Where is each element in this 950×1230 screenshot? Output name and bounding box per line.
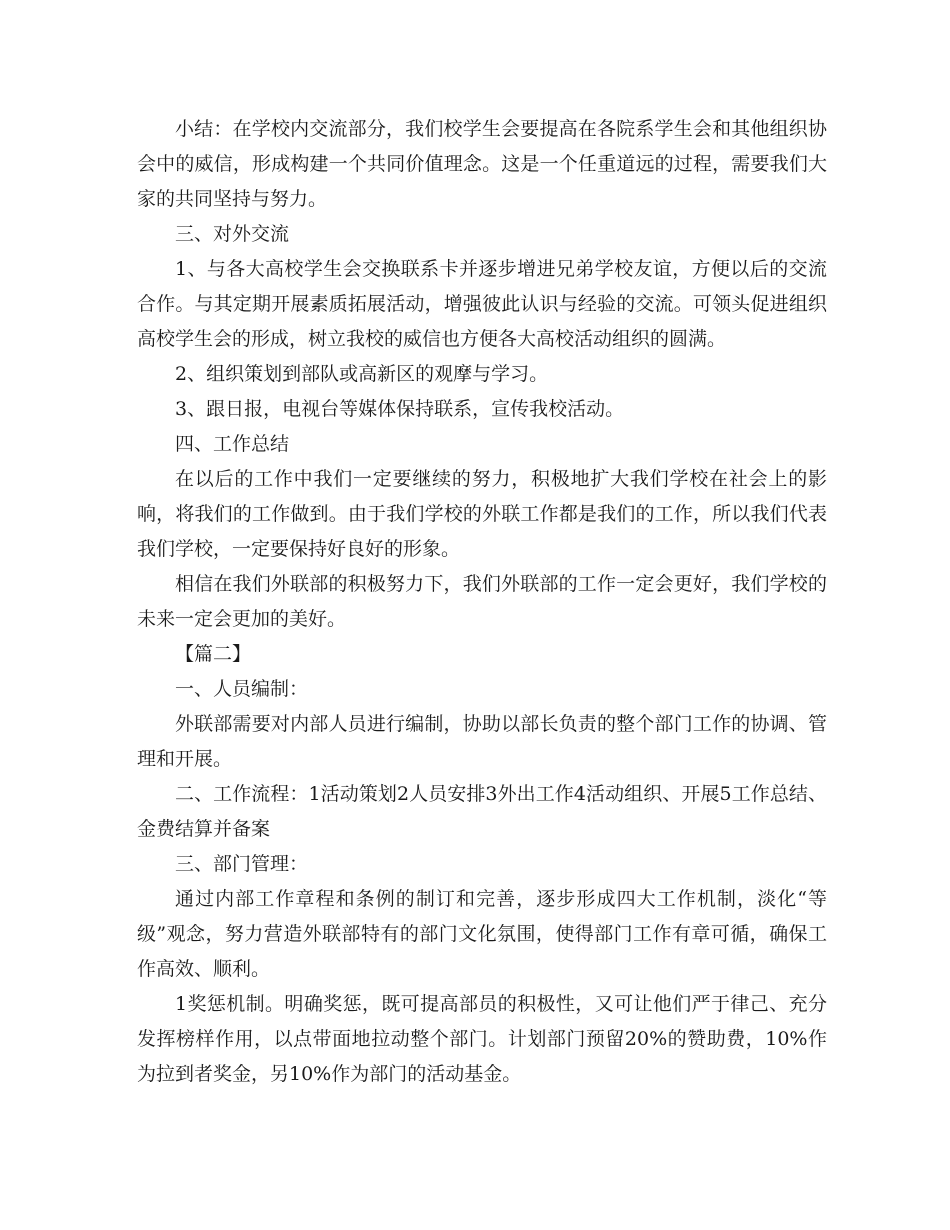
paragraph-staffing: 外联部需要对内部人员进行编制，协助以部长负责的整个部门工作的协调、管理和开展。 bbox=[137, 713, 827, 770]
paragraph-closing: 相信在我们外联部的积极努力下，我们外联部的工作一定会更好，我们学校的未来一定会更加的美好。 bbox=[137, 573, 827, 630]
paragraph-summary: 小结：在学校内交流部分，我们校学生会要提高在各院系学生会和其他组织协会中的威信，形成构建一个共同价值理念。这是一个任重道远的过程，需要我们大家的共同坚持与努力。 bbox=[137, 118, 827, 210]
paragraph-external-3: 3、跟日报，电视台等媒体保持联系，宣传我校活动。 bbox=[175, 398, 625, 420]
heading-work-summary: 四、工作总结 bbox=[175, 433, 290, 455]
section-marker-part-two: 【篇二】 bbox=[175, 643, 252, 665]
paragraph-workflow: 二、工作流程：1活动策划2人员安排3外出工作4活动组织、开展5工作总结、金费结算并备案 bbox=[137, 783, 827, 840]
paragraph-external-2: 2、组织策划到部队或高新区的观摩与学习。 bbox=[175, 363, 549, 385]
paragraph-external-1: 1、与各大高校学生会交换联系卡并逐步增进兄弟学校友谊，方便以后的交流合作。与其定期开展素质拓展活动，增强彼此认识与经验的交流。可领头促进组织高校学生会的形成，树立我校的威信也方便各大高校活动组织的圆满。 bbox=[137, 258, 827, 350]
paragraph-reward-mechanism: 1奖惩机制。明确奖惩，既可提高部员的积极性，又可让他们严于律己、充分发挥榜样作用，以点带面地拉动整个部门。计划部门预留20%的赞助费，10%作为拉到者奖金，另10%作为部门的活动基金。 bbox=[137, 993, 827, 1085]
heading-department-management: 三、部门管理： bbox=[175, 853, 309, 875]
paragraph-management: 通过内部工作章程和条例的制订和完善，逐步形成四大工作机制，淡化“等级”观念，努力营造外联部特有的部门文化氛围，使得部门工作有章可循，确保工作高效、顺利。 bbox=[137, 888, 827, 980]
document-body bbox=[137, 112, 827, 1092]
heading-external-exchange: 三、对外交流 bbox=[175, 223, 290, 245]
paragraph-work-summary: 在以后的工作中我们一定要继续的努力，积极地扩大我们学校在社会上的影响，将我们的工作做到。由于我们学校的外联工作都是我们的工作，所以我们代表我们学校，一定要保持好良好的形象。 bbox=[137, 468, 827, 560]
heading-staffing: 一、人员编制： bbox=[175, 678, 309, 700]
